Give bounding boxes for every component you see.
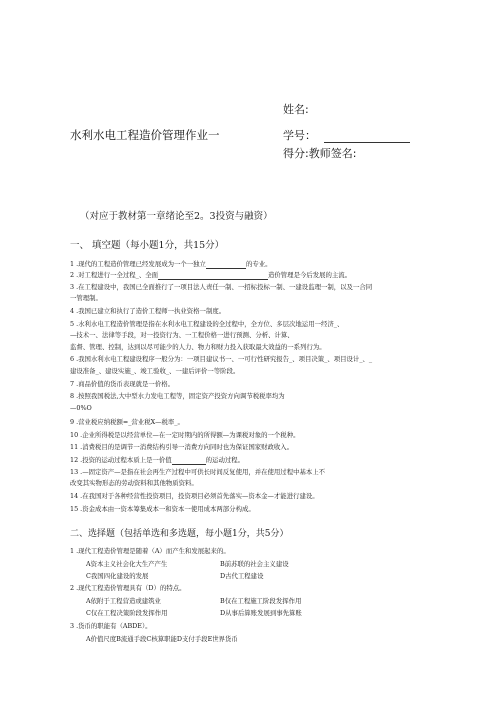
fill-question-4: 4 .我国已建立和执行了造价工程师一执业资格一制度。: [70, 307, 226, 315]
fill-question-8: 8 .按照我国税法,大中型水力发电工程等，固定资产投资方向调节税税率均为: [70, 392, 285, 400]
fill-question-15: 15 .资金成本由一资本筹集成本一和资本一使用成本两部分构成。: [70, 505, 255, 513]
fill-question-11: 11 .消费税目的是调节一消费结构引导一消费方向同时也为保证国家财政收入。: [70, 443, 294, 451]
fill-question-13: 13 .—固定资产—是指在社会再生产过程中可供长时间反复使用，并在使用过程中基本上不: [70, 468, 326, 476]
fill-question-7: 7 .商品价值的货币表现就是一价格。: [70, 380, 174, 388]
fill-question-2: 2 .对工程进行一全过程_、全面 造价管理是今后发展的主流。: [70, 271, 352, 279]
name-label: 姓名:: [283, 103, 309, 116]
choice-section-heading: 二、选择题（包括单选和多选题，每小题1分，共5分）: [70, 529, 289, 539]
choice-2-option-a: A依附于工程营造或建筑业: [86, 597, 161, 605]
page-title: 水利水电工程造价管理作业一: [70, 128, 220, 142]
fill-question-1: 1 .现代的工程造价管理已经发展成为一个一独立 的专业。: [70, 260, 272, 268]
choice-1-option-b: B前苏联的社会主义建设: [220, 560, 289, 568]
student-id-blank: [324, 130, 410, 143]
choice-2-option-d: D从事后算账发展到事先算账: [220, 609, 302, 617]
fill-question-3: 3 .在工程建设中，我国已全面推行了一项目法人责任一制、一招标投标一制、一建设监理一制，以及一合同: [70, 283, 373, 291]
choice-1-option-c: C我国四化建设的发展: [86, 572, 149, 580]
fill-question-10: 10 .企业所得税是以经营单位—在一定时期内的所得额—为课税对象的一个税种。: [70, 431, 300, 439]
fill-question-8-cont: —0%O: [70, 404, 92, 412]
fill-question-12: 12 .投资的运动过程本质上是一价值 的运动过程。: [70, 456, 245, 464]
student-id-label: 学号：: [283, 127, 410, 143]
fill-question-5-cont2: 监督、管理、控制，达到以尽可能少的人力、物力和财力投入获取最大效益的一系列行为。: [70, 343, 326, 351]
fill-question-5-cont1: —技术一、法律等手段，对一投资行为、一工程价格一进行预测、分析、计算、: [70, 331, 294, 339]
fill-section-heading: 一、 填空题（每小题1分，共15分）: [70, 240, 225, 251]
fill-question-6: 6 .我国水利水电工程建设程序一般分为：一项目建议书一、一可行性研究报告_、项目决策_、项目设计_、_: [70, 355, 373, 363]
choice-1-option-a: A资本主义社会化大生产产生: [86, 560, 168, 568]
choice-question-3: 3 .货币的职能有（ABDE）。: [70, 622, 152, 630]
fill-question-6-cont: 建设准备_、建设实施_、竣工验收_、一建后评价一等阶段。: [70, 367, 240, 375]
choice-1-option-d: D古代工程建设: [220, 572, 264, 580]
choice-3-options: A价值尺度B流通手段C核算职能D支付手段E世界货币: [86, 635, 238, 643]
choice-2-option-b: B仅在工程施工阶段发挥作用: [220, 597, 302, 605]
score-signature-label: 得分:教师签名:: [283, 147, 357, 160]
choice-2-option-c: C仅在工程决策阶段发挥作用: [86, 609, 168, 617]
fill-question-13-cont: 改变其实物形态的劳动资料和其他物质资料。: [70, 479, 198, 487]
choice-question-2: 2 .现代工程造价管理具有（D）的特点。: [70, 584, 186, 592]
fill-question-5: 5 .水利水电工程造价管理是指在水利水电工程建设的全过程中，全方位、多层次地运用一经济_、: [70, 320, 344, 328]
fill-question-14: 14 .在我国对于各种经营性投资项目，投资项目必须首先落实—资本金—才能进行建设。: [70, 492, 319, 500]
fill-question-3-cont: 一管理制。: [70, 294, 102, 302]
choice-question-1: 1 .现代工程造价管理是随着（A）而产生和发展起来的。: [70, 547, 230, 555]
scope-note: （对应于教材第一章绪论至2。3投资与融资）: [80, 211, 273, 222]
fill-question-9: 9 .营业税应纳税额=_营业税X—税率_。: [70, 418, 184, 426]
